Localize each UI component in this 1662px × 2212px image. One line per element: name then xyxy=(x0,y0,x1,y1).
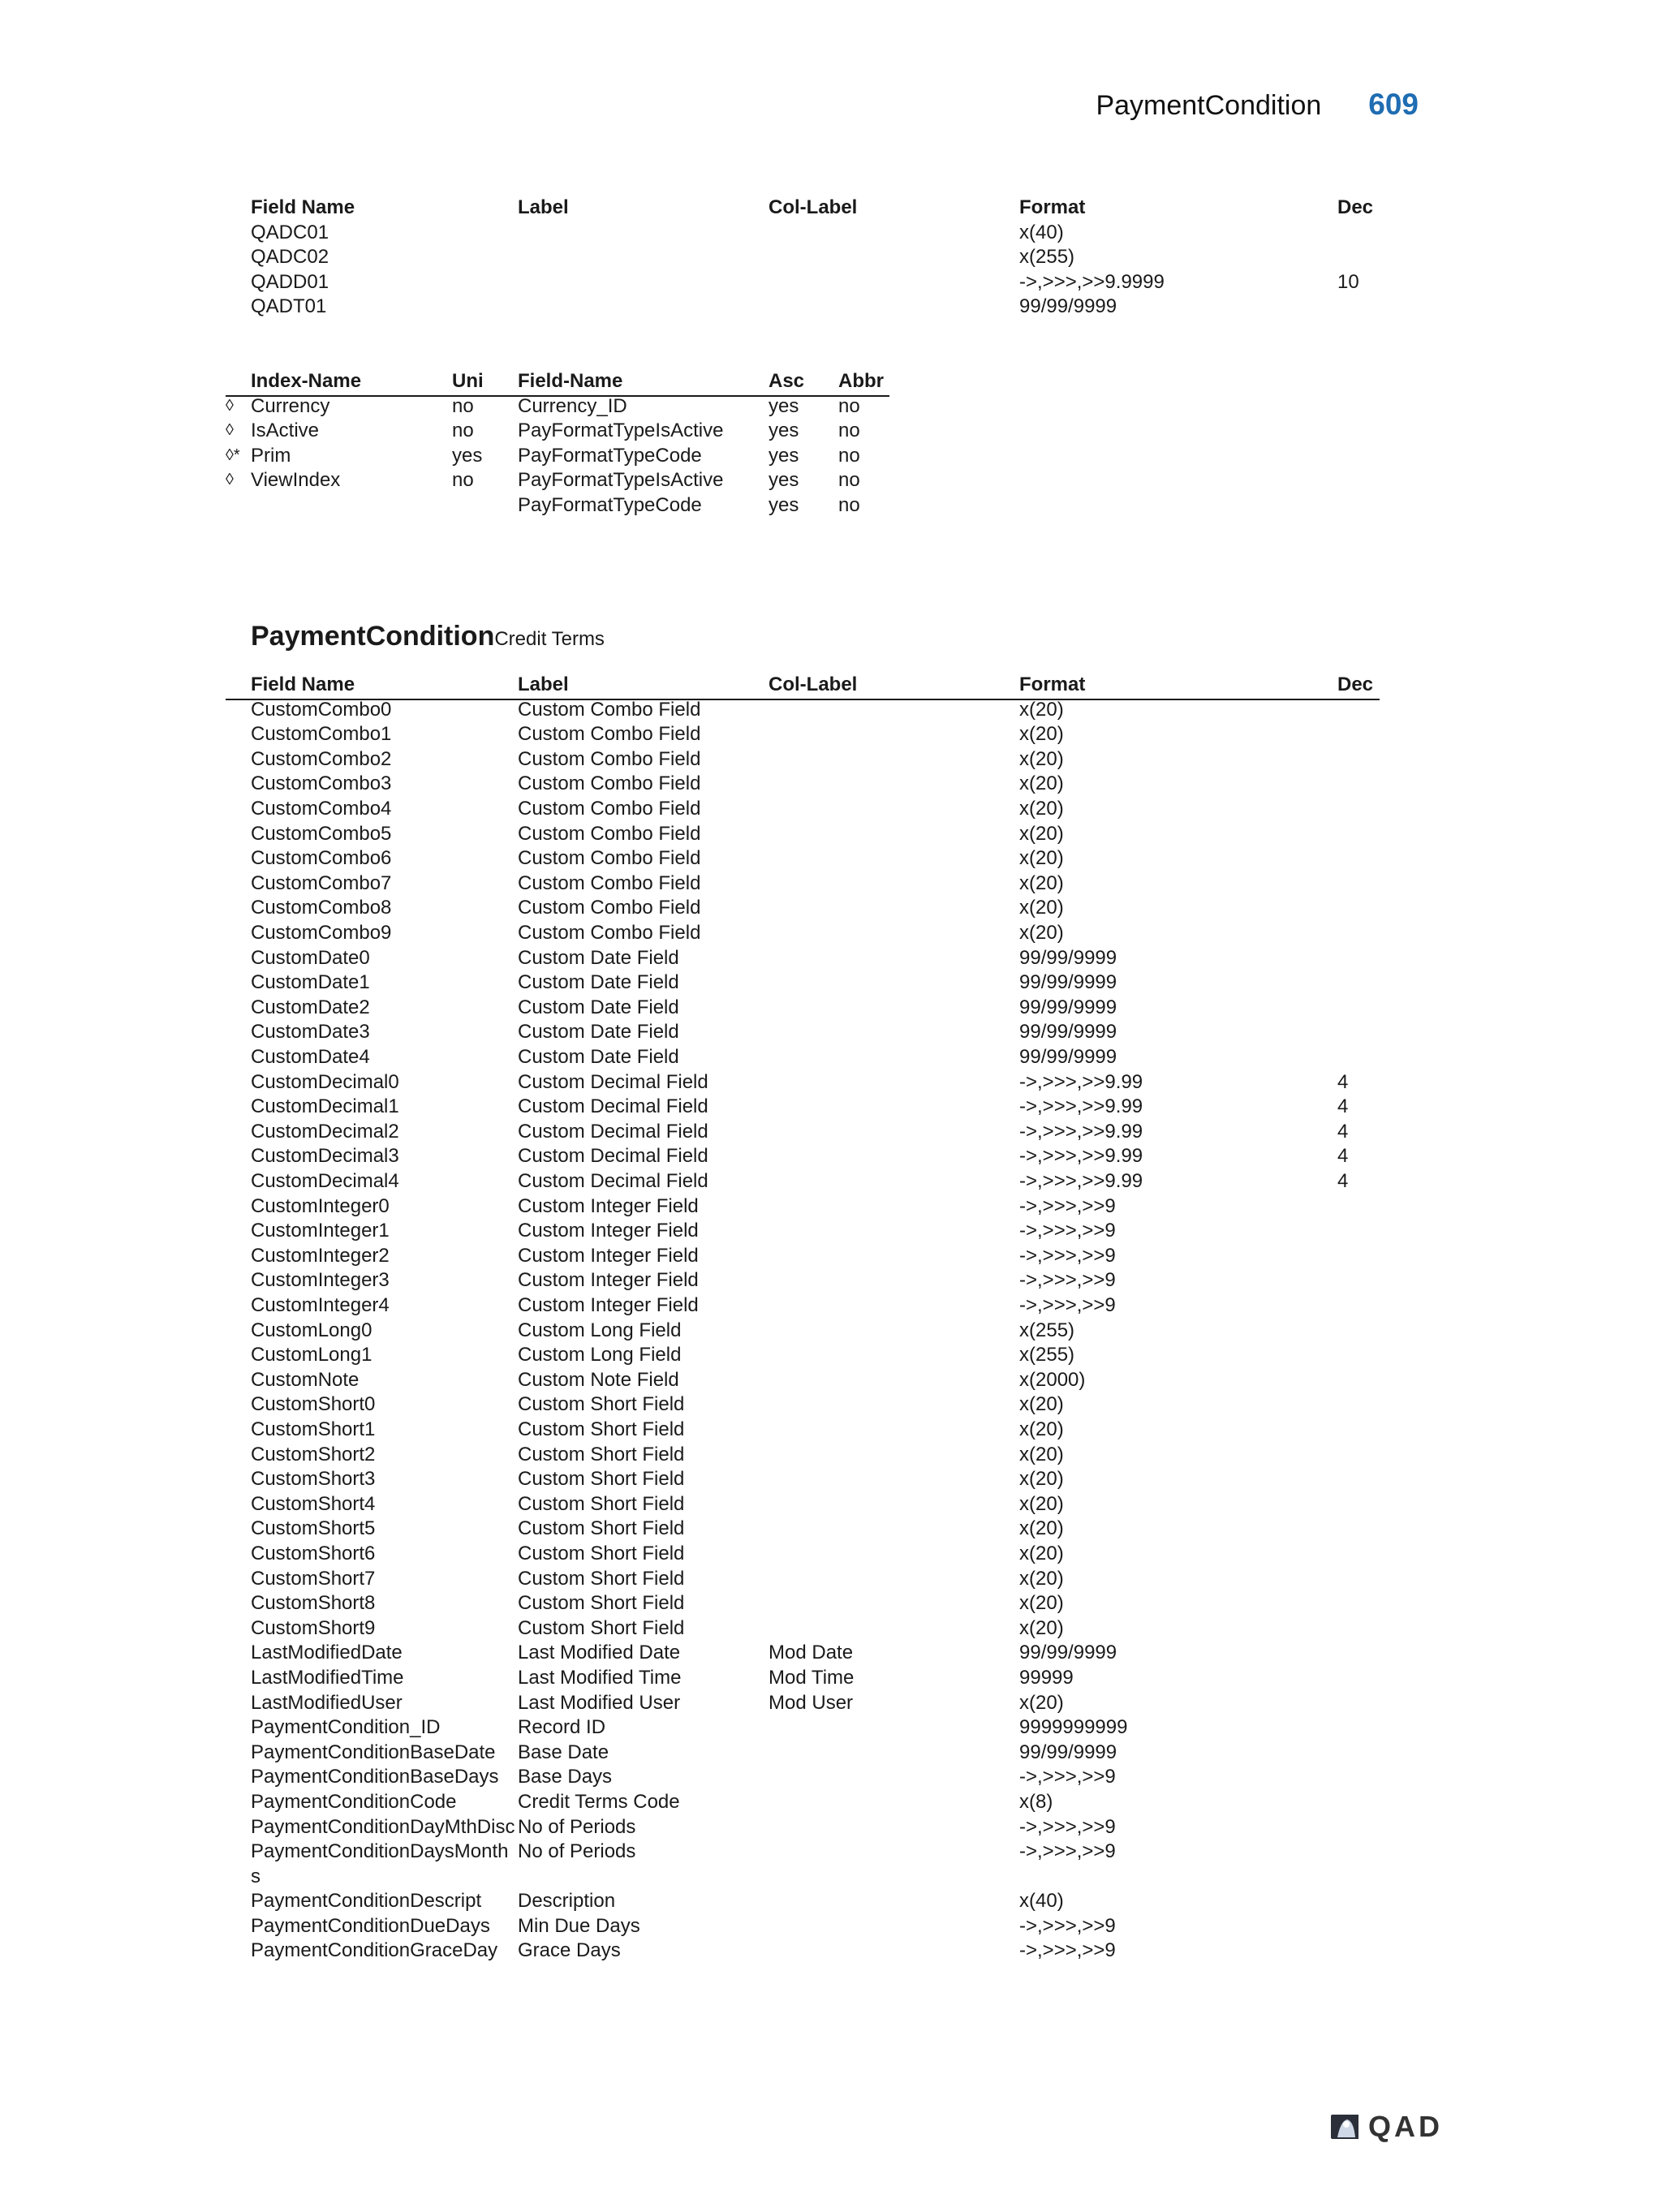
cell-field-name: CustomShort0 xyxy=(251,1393,376,1416)
cell-format: x(20) xyxy=(1019,798,1064,820)
header-col-label: Col-Label xyxy=(769,673,858,695)
cell-format: x(255) xyxy=(1019,1319,1075,1341)
cell-format: ->,>>>,>>9 xyxy=(1019,1194,1116,1217)
header-label: Label xyxy=(518,673,569,695)
cell-label: Custom Combo Field xyxy=(518,798,701,820)
cell-label: Description xyxy=(518,1890,616,1913)
cell-field-name: CustomDate1 xyxy=(251,971,370,994)
cell-format: 99/99/9999 xyxy=(1019,996,1117,1018)
cell-index-name: ViewIndex xyxy=(251,469,341,492)
cell-format: 99/99/9999 xyxy=(1019,1642,1117,1664)
cell-label: Custom Combo Field xyxy=(518,723,701,746)
cell-format: ->,>>>,>>9.9999 xyxy=(1019,270,1165,293)
cell-format: ->,>>>,>>9 xyxy=(1019,1269,1116,1292)
cell-label: Custom Short Field xyxy=(518,1393,685,1416)
cell-field-name: CustomShort3 xyxy=(251,1468,376,1491)
header-abbr: Abbr xyxy=(838,370,884,392)
cell-format: ->,>>>,>>9 xyxy=(1019,1294,1116,1316)
cell-format: ->,>>>,>>9 xyxy=(1019,1815,1116,1838)
cell-field-name: QADT01 xyxy=(251,295,327,318)
cell-label: Custom Decimal Field xyxy=(518,1095,708,1118)
cell-label: Custom Combo Field xyxy=(518,772,701,795)
cell-label: Custom Short Field xyxy=(518,1443,685,1465)
cell-uni: no xyxy=(452,469,474,492)
cell-format: 99999 xyxy=(1019,1667,1074,1689)
cell-format: ->,>>>,>>9 xyxy=(1019,1914,1116,1937)
cell-label: Custom Combo Field xyxy=(518,871,701,894)
cell-format: ->,>>>,>>9.99 xyxy=(1019,1070,1143,1093)
cell-label: Custom Integer Field xyxy=(518,1269,699,1292)
cell-field-name: PaymentConditionCode xyxy=(251,1791,457,1813)
cell-field-name: PaymentConditionDaysMonths xyxy=(251,1840,509,1888)
cell-format: ->,>>>,>>9 xyxy=(1019,1244,1116,1267)
cell-dec: 4 xyxy=(1337,1070,1349,1093)
cell-label: Custom Integer Field xyxy=(518,1194,699,1217)
cell-field-name: QADC01 xyxy=(251,221,329,243)
cell-label: Custom Short Field xyxy=(518,1418,685,1440)
cell-uni: no xyxy=(452,420,474,442)
cell-format: x(20) xyxy=(1019,897,1064,919)
cell-label: Custom Short Field xyxy=(518,1543,685,1564)
cell-field-name: CustomNote xyxy=(251,1368,360,1391)
cell-label: Custom Decimal Field xyxy=(518,1070,708,1093)
cell-format: 99/99/9999 xyxy=(1019,971,1117,994)
cell-label: Custom Combo Field xyxy=(518,922,701,944)
cell-format: x(20) xyxy=(1019,1616,1064,1639)
header-index-name: Index-Name xyxy=(251,370,362,392)
table-title xyxy=(251,621,605,652)
cell-field-name: PaymentConditionBaseDate xyxy=(251,1741,496,1763)
cell-label: Last Modified Date xyxy=(518,1642,681,1664)
cell-col-label: Mod Date xyxy=(769,1642,854,1664)
header-field-name: Field Name xyxy=(251,196,355,218)
cell-label: Custom Decimal Field xyxy=(518,1170,708,1192)
cell-field-name: CustomDate4 xyxy=(251,1046,370,1068)
cell-label: Custom Note Field xyxy=(518,1368,679,1391)
cell-uni: no xyxy=(452,394,474,417)
cell-field-name: CustomCombo1 xyxy=(251,723,392,746)
cell-label: Custom Short Field xyxy=(518,1567,685,1590)
cell-label: Custom Combo Field xyxy=(518,698,701,721)
cell-format: ->,>>>,>>9.99 xyxy=(1019,1170,1143,1192)
cell-field-name: LastModifiedUser xyxy=(251,1691,403,1714)
cell-format: x(8) xyxy=(1019,1791,1053,1813)
cell-label: Base Date xyxy=(518,1741,609,1763)
cell-asc: yes xyxy=(769,394,799,417)
cell-field-name: CustomDate3 xyxy=(251,1021,370,1044)
cell-field-name: CustomShort6 xyxy=(251,1543,376,1564)
cell-field-name: CustomCombo7 xyxy=(251,871,392,894)
cell-abbr: no xyxy=(838,469,860,492)
cell-format: ->,>>>,>>9 xyxy=(1019,1220,1116,1242)
table-header-rule xyxy=(226,699,1380,700)
header-asc: Asc xyxy=(769,370,805,392)
cell-format: 99/99/9999 xyxy=(1019,1046,1117,1068)
cell-format: x(20) xyxy=(1019,822,1064,845)
cell-field-name: PaymentConditionGraceDay xyxy=(251,1939,498,1962)
cell-format: x(20) xyxy=(1019,1543,1064,1564)
header-dec: Dec xyxy=(1337,196,1374,218)
cell-format: ->,>>>,>>9.99 xyxy=(1019,1095,1143,1118)
cell-label: Custom Short Field xyxy=(518,1517,685,1540)
cell-label: Record ID xyxy=(518,1716,606,1739)
cell-format: x(20) xyxy=(1019,698,1064,721)
cell-field-name: CustomShort2 xyxy=(251,1443,376,1465)
page-number: 609 xyxy=(1368,88,1419,121)
cell-field-name: CustomShort9 xyxy=(251,1616,376,1639)
header-field-name: Field-Name xyxy=(518,370,623,392)
page-header xyxy=(1096,88,1419,122)
cell-format: x(20) xyxy=(1019,1393,1064,1416)
qad-logo xyxy=(1329,2110,1443,2144)
cell-format: x(20) xyxy=(1019,922,1064,944)
cell-field-name: CustomInteger2 xyxy=(251,1244,390,1267)
cell-label: Custom Integer Field xyxy=(518,1244,699,1267)
cell-format: ->,>>>,>>9 xyxy=(1019,1840,1116,1863)
cell-label: Last Modified User xyxy=(518,1691,681,1714)
cell-label: Custom Short Field xyxy=(518,1492,685,1515)
cell-format: x(20) xyxy=(1019,1468,1064,1491)
cell-field-name: CustomDecimal1 xyxy=(251,1095,399,1118)
cell-label: Base Days xyxy=(518,1766,613,1788)
cell-abbr: no xyxy=(838,394,860,417)
cell-format: x(40) xyxy=(1019,1890,1064,1913)
cell-index-name: IsActive xyxy=(251,420,320,442)
cell-label: Custom Date Field xyxy=(518,1021,679,1044)
cell-label: Custom Integer Field xyxy=(518,1220,699,1242)
cell-dec: 4 xyxy=(1337,1095,1349,1118)
cell-field-name: CustomCombo6 xyxy=(251,847,392,870)
cell-label: Min Due Days xyxy=(518,1914,640,1937)
cell-field-name: CustomDate0 xyxy=(251,946,370,969)
index-marker: ◊ xyxy=(226,396,234,415)
table-title-main: PaymentCondition xyxy=(251,621,495,652)
cell-field-name: CustomDecimal0 xyxy=(251,1070,399,1093)
cell-format: x(20) xyxy=(1019,747,1064,770)
cell-index-name: Prim xyxy=(251,444,291,467)
cell-field-name: CustomInteger0 xyxy=(251,1194,390,1217)
cell-label: Custom Decimal Field xyxy=(518,1145,708,1168)
cell-format: x(20) xyxy=(1019,871,1064,894)
header-field-name: Field Name xyxy=(251,673,355,695)
cell-field-name: CustomShort5 xyxy=(251,1517,376,1540)
cell-format: x(2000) xyxy=(1019,1368,1086,1391)
cell-label: Custom Integer Field xyxy=(518,1294,699,1316)
cell-dec: 4 xyxy=(1337,1120,1349,1143)
cell-format: x(20) xyxy=(1019,1517,1064,1540)
cell-field-name: CustomShort1 xyxy=(251,1418,376,1440)
cell-label: No of Periods xyxy=(518,1840,636,1863)
header-format: Format xyxy=(1019,673,1086,695)
cell-format: x(20) xyxy=(1019,772,1064,795)
cell-label: No of Periods xyxy=(518,1815,636,1838)
cell-abbr: no xyxy=(838,444,860,467)
cell-field-name: PaymentConditionBaseDays xyxy=(251,1766,499,1788)
index-marker: ◊ xyxy=(226,471,234,489)
cell-label: Custom Date Field xyxy=(518,1046,679,1068)
cell-field-name: CustomCombo2 xyxy=(251,747,392,770)
cell-abbr: no xyxy=(838,420,860,442)
cell-field-name: CustomLong1 xyxy=(251,1344,372,1366)
cell-label: Custom Combo Field xyxy=(518,897,701,919)
cell-field-name: CustomShort8 xyxy=(251,1592,376,1615)
cell-field-name: QADD01 xyxy=(251,270,329,293)
cell-label: Last Modified Time xyxy=(518,1667,682,1689)
cell-format: x(40) xyxy=(1019,221,1064,243)
cell-field-name: LastModifiedDate xyxy=(251,1642,403,1664)
header-label: Label xyxy=(518,196,569,218)
header-uni: Uni xyxy=(452,370,484,392)
index-marker: ◊* xyxy=(226,445,240,464)
cell-field-name: PayFormatTypeIsActive xyxy=(518,420,724,442)
cell-label: Custom Date Field xyxy=(518,971,679,994)
index-marker: ◊ xyxy=(226,421,234,440)
cell-col-label: Mod User xyxy=(769,1691,854,1714)
cell-asc: yes xyxy=(769,494,799,516)
cell-asc: yes xyxy=(769,444,799,467)
cell-label: Custom Short Field xyxy=(518,1592,685,1615)
cell-label: Custom Combo Field xyxy=(518,847,701,870)
cell-format: x(255) xyxy=(1019,246,1075,269)
cell-field-name: CustomShort7 xyxy=(251,1567,376,1590)
cell-field-name: CustomCombo5 xyxy=(251,822,392,845)
cell-format: x(20) xyxy=(1019,723,1064,746)
cell-dec: 4 xyxy=(1337,1145,1349,1168)
cell-format: 99/99/9999 xyxy=(1019,295,1117,318)
cell-field-name: PaymentCondition_ID xyxy=(251,1716,441,1739)
cell-field-name: PaymentConditionDueDays xyxy=(251,1914,490,1937)
cell-field-name: PaymentConditionDayMthDisc xyxy=(251,1815,515,1838)
section-title: PaymentCondition xyxy=(1096,90,1322,121)
cell-format: x(255) xyxy=(1019,1344,1075,1366)
qad-logo-icon xyxy=(1329,2113,1362,2141)
cell-format: ->,>>>,>>9 xyxy=(1019,1939,1116,1962)
cell-field-name: CustomCombo9 xyxy=(251,922,392,944)
cell-field-name: CustomInteger4 xyxy=(251,1294,390,1316)
cell-field-name: PayFormatTypeCode xyxy=(518,494,702,516)
qad-logo-text: QAD xyxy=(1368,2110,1443,2143)
cell-field-name: CustomDecimal4 xyxy=(251,1170,399,1192)
cell-label: Custom Combo Field xyxy=(518,822,701,845)
cell-index-name: Currency xyxy=(251,394,330,417)
cell-dec: 10 xyxy=(1337,270,1359,293)
header-dec: Dec xyxy=(1337,673,1374,695)
cell-label: Custom Long Field xyxy=(518,1319,682,1341)
cell-label: Custom Short Field xyxy=(518,1616,685,1639)
cell-field-name: Currency_ID xyxy=(518,394,627,417)
cell-format: ->,>>>,>>9.99 xyxy=(1019,1145,1143,1168)
cell-label: Custom Decimal Field xyxy=(518,1120,708,1143)
cell-field-name: CustomCombo4 xyxy=(251,798,392,820)
cell-format: ->,>>>,>>9.99 xyxy=(1019,1120,1143,1143)
table-title-subtitle: Credit Terms xyxy=(494,628,605,650)
cell-field-name: LastModifiedTime xyxy=(251,1667,404,1689)
cell-uni: yes xyxy=(452,444,483,467)
cell-format: x(20) xyxy=(1019,847,1064,870)
cell-format: x(20) xyxy=(1019,1443,1064,1465)
cell-field-name: PayFormatTypeIsActive xyxy=(518,469,724,492)
cell-format: 9999999999 xyxy=(1019,1716,1128,1739)
cell-col-label: Mod Time xyxy=(769,1667,855,1689)
cell-format: x(20) xyxy=(1019,1691,1064,1714)
cell-field-name: CustomShort4 xyxy=(251,1492,376,1515)
cell-label: Custom Long Field xyxy=(518,1344,682,1366)
cell-dec: 4 xyxy=(1337,1170,1349,1192)
cell-field-name: CustomInteger3 xyxy=(251,1269,390,1292)
cell-field-name: CustomDecimal2 xyxy=(251,1120,399,1143)
header-format: Format xyxy=(1019,196,1086,218)
cell-asc: yes xyxy=(769,420,799,442)
cell-format: x(20) xyxy=(1019,1418,1064,1440)
cell-format: x(20) xyxy=(1019,1567,1064,1590)
cell-label: Custom Short Field xyxy=(518,1468,685,1491)
cell-format: 99/99/9999 xyxy=(1019,1741,1117,1763)
cell-field-name: CustomCombo8 xyxy=(251,897,392,919)
cell-format: x(20) xyxy=(1019,1592,1064,1615)
cell-field-name: CustomDate2 xyxy=(251,996,370,1018)
cell-format: x(20) xyxy=(1019,1492,1064,1515)
cell-field-name: PaymentConditionDescript xyxy=(251,1890,482,1913)
cell-field-name: CustomDecimal3 xyxy=(251,1145,399,1168)
cell-field-name: CustomCombo3 xyxy=(251,772,392,795)
header-col-label: Col-Label xyxy=(769,196,858,218)
cell-field-name: CustomLong0 xyxy=(251,1319,372,1341)
cell-label: Grace Days xyxy=(518,1939,621,1962)
cell-label: Custom Combo Field xyxy=(518,747,701,770)
cell-field-name: CustomInteger1 xyxy=(251,1220,390,1242)
cell-field-name: QADC02 xyxy=(251,246,329,269)
cell-format: 99/99/9999 xyxy=(1019,1021,1117,1044)
cell-field-name: CustomCombo0 xyxy=(251,698,392,721)
cell-format: ->,>>>,>>9 xyxy=(1019,1766,1116,1788)
cell-label: Credit Terms Code xyxy=(518,1791,680,1813)
cell-asc: yes xyxy=(769,469,799,492)
cell-abbr: no xyxy=(838,494,860,516)
cell-field-name: PayFormatTypeCode xyxy=(518,444,702,467)
cell-label: Custom Date Field xyxy=(518,996,679,1018)
cell-label: Custom Date Field xyxy=(518,946,679,969)
cell-format: 99/99/9999 xyxy=(1019,946,1117,969)
